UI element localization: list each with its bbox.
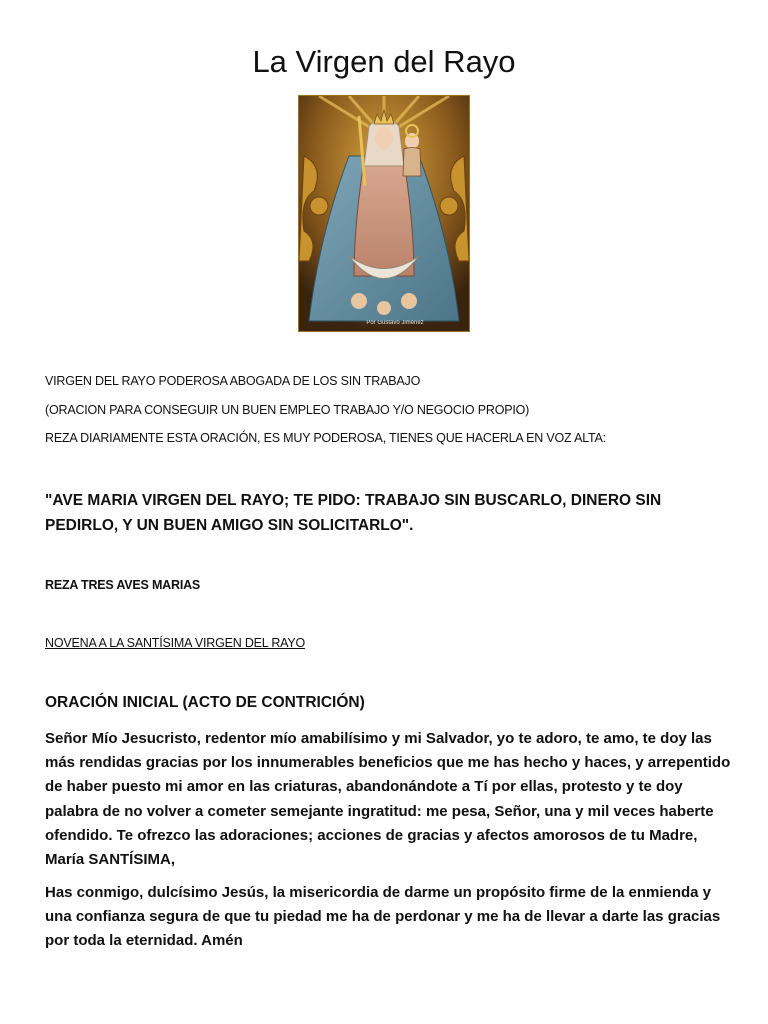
virgin-image — [298, 95, 470, 332]
image-watermark: Por Gustavo Jiménez — [366, 320, 424, 326]
section-heading: ORACIÓN INICIAL (ACTO DE CONTRICIÓN) — [45, 694, 365, 711]
prayer-text: "AVE MARIA VIRGEN DEL RAYO; TE PIDO: TRABAJO SIN BUSCARLO, DINERO SIN PEDIRLO, Y UN BUEN AMIGO SIN SOLICITARLO". — [45, 492, 662, 534]
virgin-illustration — [299, 96, 469, 331]
page-title: La Virgen del Rayo — [252, 44, 516, 79]
paragraph-2: Has conmigo, dulcísimo Jesús, la misericordia de darme un propósito firme de la enmienda y una confianza segura de que tu piedad me ha de perdonar y me ha de llevar a darte las gracias por toda la eternidad. Amén — [45, 884, 721, 950]
novena-heading-text: NOVENA A LA SANTÍSIMA VIRGEN DEL RAYO — [45, 636, 306, 650]
instruction-text: REZA TRES AVES MARIAS — [45, 578, 201, 592]
novena-heading — [45, 636, 349, 650]
intro-line-2: (ORACION PARA CONSEGUIR UN BUEN EMPLEO TRABAJO Y/O NEGOCIO PROPIO) — [45, 403, 530, 417]
intro-line-3: REZA DIARIAMENTE ESTA ORACIÓN, ES MUY PODEROSA, TIENES QUE HACERLA EN VOZ ALTA: — [45, 431, 606, 445]
intro-line-1: VIRGEN DEL RAYO PODEROSA ABOGADA DE LOS SIN TRABAJO — [45, 374, 421, 388]
paragraph-1: Señor Mío Jesucristo, redentor mío amabilísimo y mi Salvador, yo te adoro, te amo, te doy las más rendidas gracias por los innumerables beneficios que me has hecho y haces, y arrepentido de haber puesto mi amor en las criaturas, abandonándote a Tí por ellas, protesto y te doy palabra de no volver a cometer semejante ingratitud: me pesa, Señor, una y mil veces haberte ofendido. Te ofrezco las adoraciones; acciones de gracias y afectos amorosos de tu Madre, María SANTÍSIMA, — [45, 730, 731, 869]
